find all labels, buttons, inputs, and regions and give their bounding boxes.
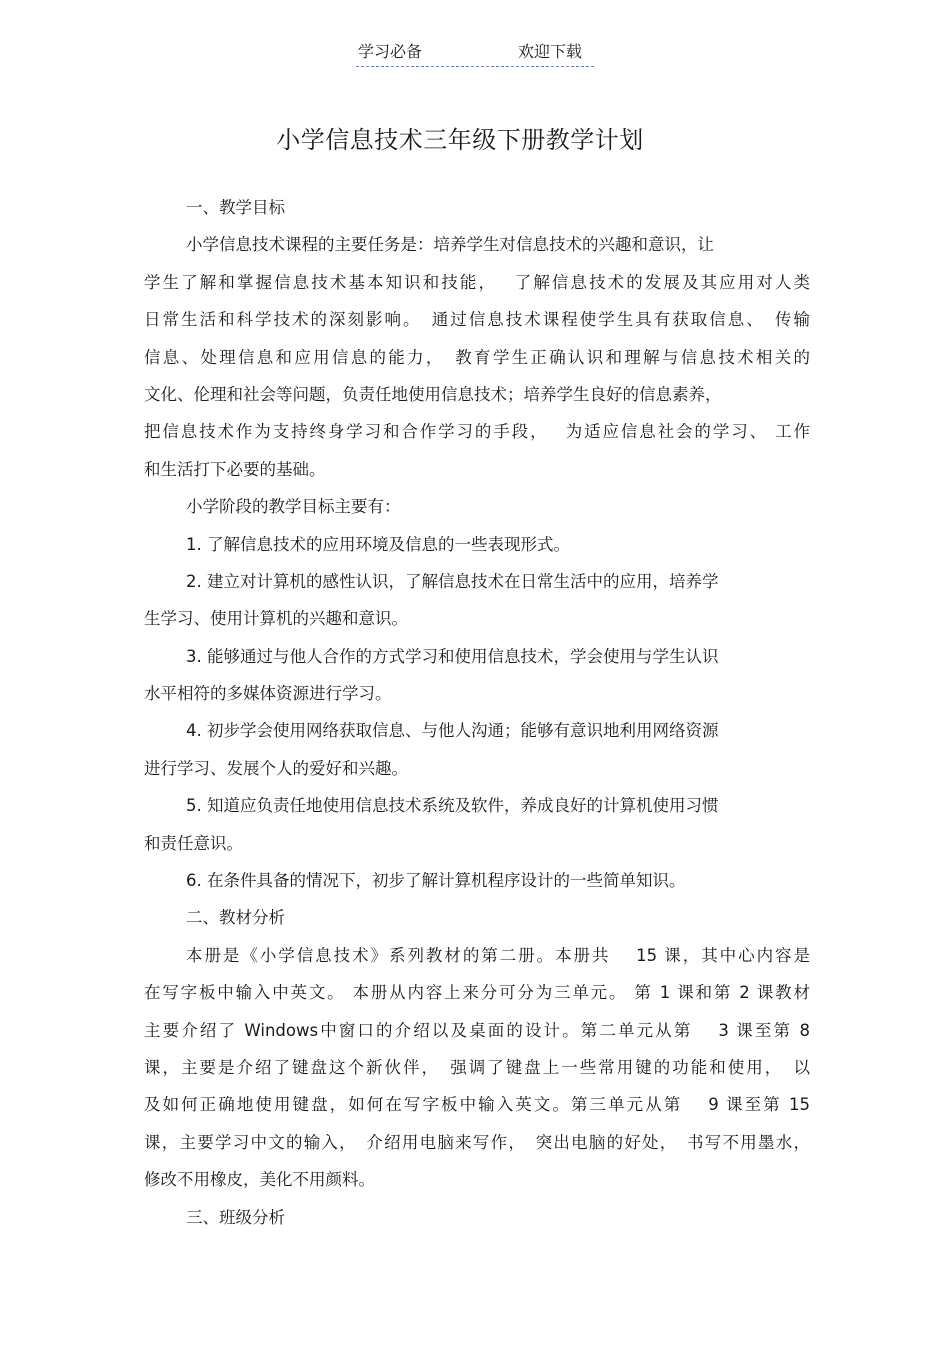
document-body xyxy=(144,189,810,1236)
text-line: 生学习、使用计算机的兴趣和意识。 xyxy=(144,609,408,629)
text-line: 主要介绍了 Windows中窗口的介绍以及桌面的设计。第二单元从第 3 课至第 8 xyxy=(144,1020,810,1040)
text-line: 小学信息技术课程的主要任务是：培养学生对信息技术的兴趣和意识，让 xyxy=(186,235,714,255)
text-line: 和生活打下必要的基础。 xyxy=(144,459,326,479)
text-line: 日常生活和科学技术的深刻影响。 通过信息技术课程使学生具有获取信息、 传输 xyxy=(144,310,810,330)
text-line: 把信息技术作为支持终身学习和合作学习的手段， 为适应信息社会的学习、 工作 xyxy=(144,422,810,442)
text-line: 1. 了解信息技术的应用环境及信息的一些表现形式。 xyxy=(186,534,570,554)
text-line: 文化、伦理和社会等问题，负责任地使用信息技术；培养学生良好的信息素养， xyxy=(144,384,722,404)
text-line: 5. 知道应负责任地使用信息技术系统及软件，养成良好的计算机使用习惯 xyxy=(186,796,719,816)
text-line: 及如何正确地使用键盘，如何在写字板中输入英文。第三单元从第 9 课至第 15 xyxy=(144,1095,810,1115)
text-line: 小学阶段的教学目标主要有： xyxy=(186,497,401,517)
page-header xyxy=(356,40,594,67)
text-line: 信息、处理信息和应用信息的能力， 教育学生正确认识和理解与信息技术相关的 xyxy=(144,347,810,367)
text-line: 三、班级分析 xyxy=(186,1207,285,1227)
text-line: 4. 初步学会使用网络获取信息、与他人沟通；能够有意识地利用网络资源 xyxy=(186,721,719,741)
text-line: 课，主要是介绍了键盘这个新伙伴， 强调了键盘上一些常用键的功能和使用， 以 xyxy=(144,1057,810,1077)
text-line: 学生了解和掌握信息技术基本知识和技能， 了解信息技术的发展及其应用对人类 xyxy=(144,272,810,292)
header-left-text: 学习必备 xyxy=(358,42,423,61)
text-line: 6. 在条件具备的情况下，初步了解计算机程序设计的一些简单知识。 xyxy=(186,871,686,891)
header-right-text: 欢迎下载 xyxy=(518,42,583,61)
text-line: 进行学习、发展个人的爱好和兴趣。 xyxy=(144,758,408,778)
text-line: 和责任意识。 xyxy=(144,833,243,853)
document-title: 小学信息技术三年级下册教学计划 xyxy=(276,126,644,154)
text-line: 二、教材分析 xyxy=(186,908,285,928)
text-line: 水平相符的多媒体资源进行学习。 xyxy=(144,684,392,704)
text-line: 修改不用橡皮，美化不用颜料。 xyxy=(144,1170,375,1190)
text-line: 在写字板中输入中英文。 本册从内容上来分可分为三单元。 第 1 课和第 2 课教材 xyxy=(144,983,810,1003)
text-line: 3. 能够通过与他人合作的方式学习和使用信息技术，学会使用与学生认识 xyxy=(186,646,719,666)
text-line: 课，主要学习中文的输入， 介绍用电脑来写作， 突出电脑的好处， 书写不用墨水， xyxy=(144,1132,810,1152)
text-line: 一、教学目标 xyxy=(186,198,285,217)
text-line: 本册是《小学信息技术》系列教材的第二册。本册共 15 课，其中心内容是 xyxy=(186,945,810,965)
text-line: 2. 建立对计算机的感性认识，了解信息技术在日常生活中的应用，培养学 xyxy=(186,571,719,591)
